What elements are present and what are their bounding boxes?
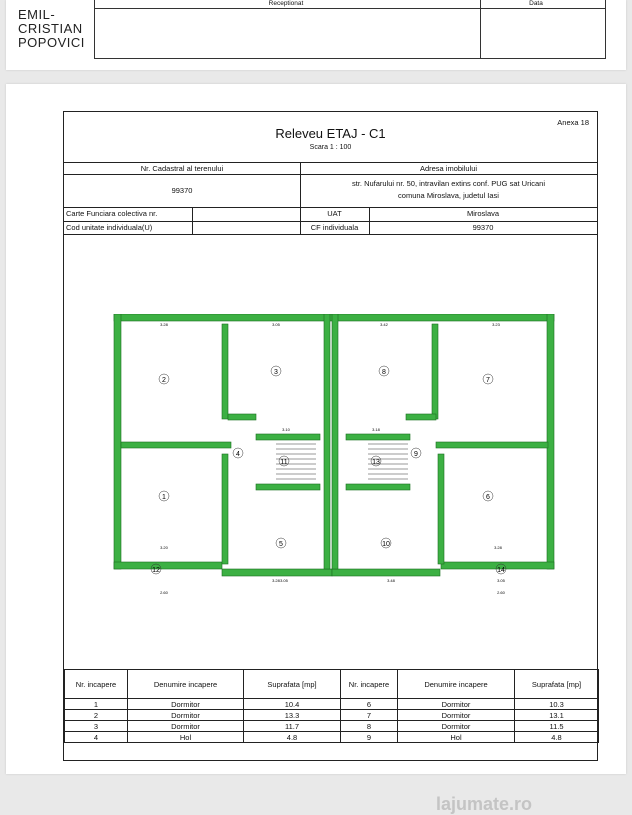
table-header-row (65, 670, 599, 699)
cf-individual-value: 99370 (472, 223, 494, 232)
dimension-label: 3.20 (160, 545, 168, 550)
table-cell: 13.3 (244, 710, 341, 721)
wall-segment (332, 314, 338, 569)
table-cell: 8 (341, 721, 398, 732)
cf-individual-label: CF individuala (310, 223, 359, 232)
table-row (65, 699, 599, 710)
dimension-label: 2.60 (160, 590, 168, 595)
room-number: 9 (414, 451, 418, 458)
room-number: 11 (280, 459, 288, 466)
room-number: 8 (382, 369, 386, 376)
cadastral-label: Nr. Cadastral al terenului (140, 164, 224, 173)
header-cell: Denumire incapere (398, 670, 515, 699)
dimension-label: 3.23 (492, 322, 500, 327)
wall-segment (114, 314, 121, 569)
room-number: 14 (497, 567, 505, 574)
table-cell: 3 (65, 721, 128, 732)
wall-segment (406, 414, 436, 420)
address-label: Adresa imobilului (419, 164, 478, 173)
dimension-label: 3.28 (494, 545, 502, 550)
dimension-label: 3.10 (282, 427, 290, 432)
top-table-label: Receptionat (268, 0, 304, 7)
room-number: 7 (486, 377, 490, 384)
grid-line (64, 174, 597, 175)
table-cell: 11.7 (244, 721, 341, 732)
table-cell: Hol (398, 732, 515, 743)
table-cell: 13.1 (515, 710, 599, 721)
table-cell: 4.8 (244, 732, 341, 743)
wall-segment (432, 324, 438, 419)
wall-segment (256, 434, 320, 440)
cf-collective-label: Carte Funciara colectiva nr. (66, 209, 158, 218)
address-value-line1: str. Nufarului nr. 50, intravilan extins conf. PUG sat Uricani (352, 179, 545, 188)
header-cell: Nr. incapere (341, 670, 398, 699)
wall-segment (332, 569, 440, 576)
table-cell: 4.8 (515, 732, 599, 743)
room-number: 4 (236, 451, 240, 458)
room-number: 2 (162, 377, 166, 384)
table-cell: Dormitor (398, 699, 515, 710)
top-table-border (605, 0, 606, 58)
table-cell: Dormitor (128, 699, 244, 710)
wall-segment (222, 324, 228, 419)
room-number: 1 (162, 494, 166, 501)
table-cell: 7 (341, 710, 398, 721)
grid-line (64, 162, 597, 163)
room-number: 13 (372, 459, 380, 466)
table-cell: Dormitor (398, 710, 515, 721)
top-table-border (94, 58, 606, 59)
dimension-label: 3.05 (272, 322, 280, 327)
room-number: 3 (274, 369, 278, 376)
wall-segment (114, 562, 222, 569)
dimension-label: 3.28 (272, 578, 280, 583)
dimension-label: 3.48 (387, 578, 395, 583)
wall-segment (438, 454, 444, 564)
address-value-line2: comuna Miroslava, judetul Iasi (398, 191, 499, 200)
grid-line (64, 234, 597, 235)
dimension-label: 3.28 (160, 322, 168, 327)
wall-segment (346, 434, 410, 440)
room-number: 10 (382, 541, 390, 548)
cadastral-value: 99370 (171, 186, 193, 195)
uat-label: UAT (327, 209, 342, 218)
wall-segment (228, 414, 256, 420)
wall-segment (222, 569, 332, 576)
unit-code-label: Cod unitate individuala(U) (66, 223, 153, 232)
sheet-scale: Scara 1 : 100 (309, 144, 352, 151)
header-cell: Denumire incapere (128, 670, 244, 699)
wall-segment (256, 484, 320, 490)
dimension-label: 3.42 (380, 322, 388, 327)
table-cell: 2 (65, 710, 128, 721)
dimension-label: 2.60 (497, 590, 505, 595)
grid-line (192, 207, 193, 234)
table-cell: 4 (65, 732, 128, 743)
header-cell: Suprafata [mp] (515, 670, 599, 699)
table-cell: 10.3 (515, 699, 599, 710)
wall-segment (346, 484, 410, 490)
table-row (65, 710, 599, 721)
uat-value: Miroslava (466, 209, 500, 218)
table-cell: Hol (128, 732, 244, 743)
watermark-logo: lajumate.ro (436, 794, 533, 814)
floor-plan (106, 314, 561, 599)
brand-line-3: POPOVICI (18, 35, 85, 50)
wall-segment (547, 314, 554, 569)
table-cell: 11.5 (515, 721, 599, 732)
top-table-border (94, 8, 606, 9)
wall-segment (121, 442, 231, 448)
table-cell: Dormitor (398, 721, 515, 732)
wall-segment (222, 454, 228, 564)
previous-page (6, 0, 626, 70)
room-number: 5 (279, 541, 283, 548)
table-cell: Dormitor (128, 721, 244, 732)
grid-line (64, 207, 597, 208)
table-cell: 6 (341, 699, 398, 710)
table-row (65, 721, 599, 732)
header-cell: Suprafata [mp] (244, 670, 341, 699)
header-cell: Nr. incapere (65, 670, 128, 699)
wall-segment (324, 314, 330, 569)
wall-segment (436, 442, 548, 448)
dimension-label: 3.18 (372, 427, 380, 432)
room-number: 12 (152, 567, 160, 574)
dimension-label: 3.05 (280, 578, 288, 583)
table-cell: 10.4 (244, 699, 341, 710)
table-cell: Dormitor (128, 710, 244, 721)
annex-label: Anexa 18 (557, 118, 589, 127)
dimension-label: 3.05 (497, 578, 505, 583)
top-table-border (480, 0, 481, 58)
room-number: 6 (486, 494, 490, 501)
brand-line-2: CRISTIAN (18, 21, 83, 36)
rooms-table (64, 669, 599, 743)
table-row (65, 732, 599, 743)
company-logo (18, 8, 85, 50)
sheet-title: Releveu ETAJ - C1 (275, 126, 386, 141)
releveu-page (6, 84, 626, 814)
table-cell: 9 (341, 732, 398, 743)
grid-line (64, 221, 597, 222)
brand-line-1: EMIL- (18, 7, 56, 22)
top-table-date: Data (529, 0, 543, 7)
table-cell: 1 (65, 699, 128, 710)
